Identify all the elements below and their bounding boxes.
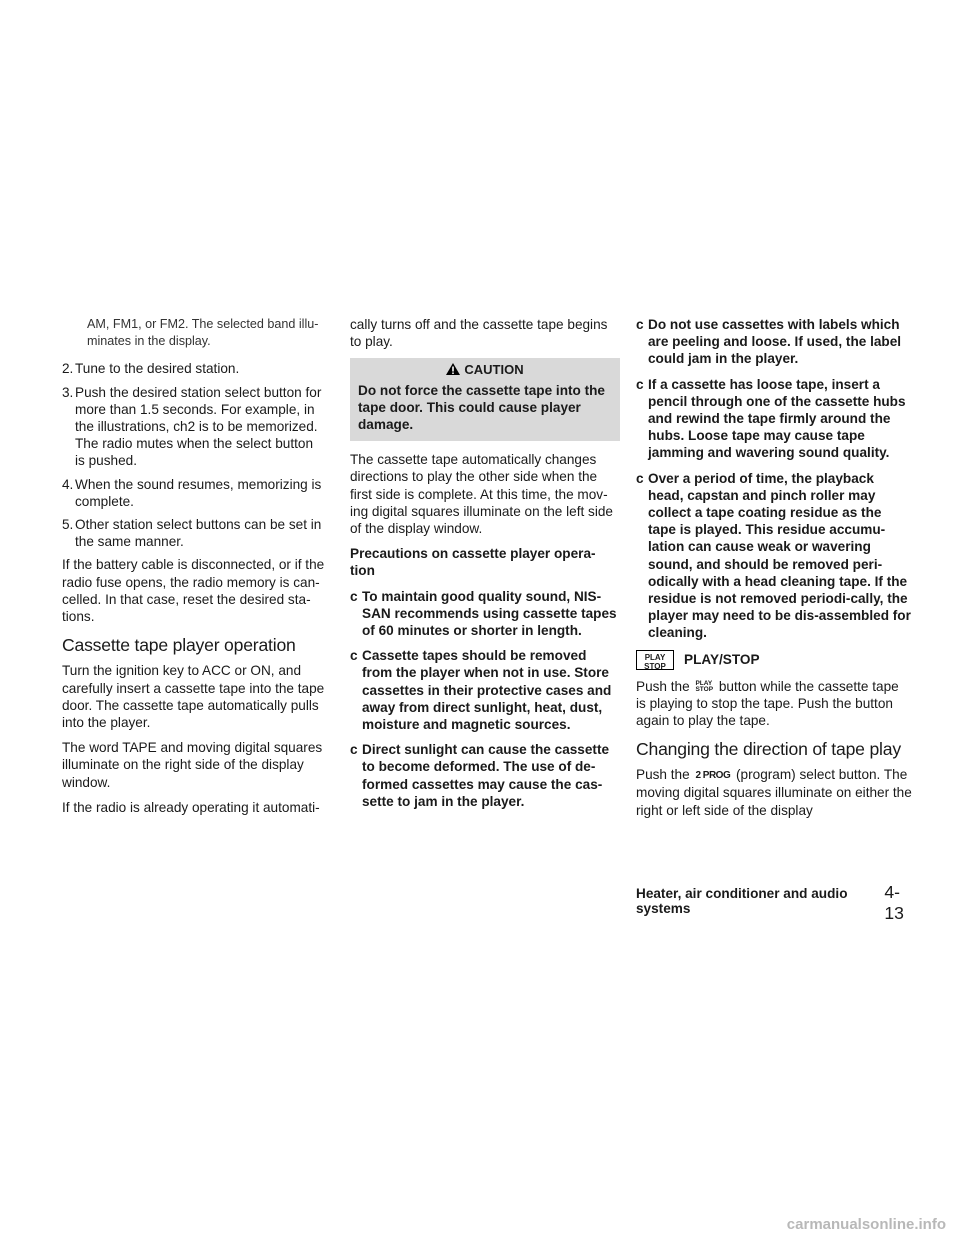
bullet-mark: c (636, 470, 644, 486)
section-heading-cassette: Cassette tape player operation (62, 635, 296, 656)
step-text: When the sound resumes, memorizing is complete. (75, 476, 322, 509)
precautions-heading: Precautions on cassette player opera-tion (350, 546, 596, 579)
step-text: Other station select buttons can be set in the same manner. (75, 517, 322, 550)
bullet-mark: c (350, 648, 358, 664)
bullet-text: Over a period of time, the playback head, capstan and pinch roller may collect a tape coating residue as the tape is played. This residue accumu-lation can cause weak or wavering sound, and should be removed peri-odically with a head cleaning tape. If the residue is not removed periodi-cally, the player may need to be dis-assembled for cleaning. (648, 470, 911, 641)
bullet-item (636, 376, 912, 462)
bullet-item (636, 316, 912, 368)
watermark: carmanualsonline.info (786, 1216, 946, 1233)
bullet-mark: c (636, 376, 644, 392)
play-label: PLAY (695, 679, 713, 687)
step-4 (62, 476, 326, 510)
stop-label: STOP (695, 686, 714, 694)
caution-box (350, 358, 620, 441)
prog-button-icon: 2 PROG (695, 770, 731, 782)
play-label: PLAY (644, 652, 666, 662)
playstop-heading (636, 650, 912, 670)
step-2 (62, 360, 326, 377)
caution-text: Do not force the cassette tape into the tape door. This could cause player damage. (358, 382, 605, 433)
bullet-item (636, 470, 912, 642)
prog-text: (program) select button. The moving digital squares illuminate on either the right or left side of the display (636, 767, 912, 818)
play-stop-inline-icon (695, 681, 713, 694)
bullet-text: Do not use cassettes with labels which are peeling and loose. If used, the label could jam in the player. (648, 317, 902, 367)
bullet-item (350, 647, 620, 733)
step-text: Push the desired station select button for more than 1.5 seconds. For example, in the illustrations, ch2 is to be memorized. The radio mutes when the select button is pushed. (75, 384, 322, 469)
step-number: 2. (62, 361, 74, 377)
section-heading-direction: Changing the direction of tape play (636, 739, 901, 760)
bullet-text: To maintain good quality sound, NIS-SAN recommends using cassette tapes of 60 minutes or shorter in length. (362, 588, 617, 639)
prog-paragraph (636, 766, 912, 818)
bullet-text: Cassette tapes should be removed from the player when not in use. Store cassettes in their protective cases and away from direct sunlight, heat, dust, moisture and magnetic sources. (362, 648, 612, 733)
caution-title: CAUTION (464, 362, 524, 378)
radio-paragraph: If the radio is already operating it automati- (62, 799, 320, 815)
page-footer (636, 882, 916, 924)
push-the-text: Push the (636, 767, 690, 783)
column-left (62, 316, 326, 824)
bullet-item (350, 588, 620, 640)
playstop-label: PLAY/STOP (684, 652, 760, 668)
column-right (636, 316, 912, 827)
step-5 (62, 516, 326, 550)
step-number: 5. (62, 517, 74, 533)
step-number: 4. (62, 476, 74, 492)
play-stop-button-icon (636, 650, 674, 670)
step-text: Tune to the desired station. (75, 361, 240, 377)
playstop-text: button while the cassette tape is playing to stop the tape. Push the button again to play the tape. (636, 678, 899, 729)
bullet-mark: c (350, 588, 358, 604)
footer-title: Heater, air conditioner and audio systems (636, 886, 848, 916)
step-3 (62, 384, 326, 470)
step-number: 3. (62, 384, 74, 400)
bullet-mark: c (636, 317, 644, 332)
bullet-text: If a cassette has loose tape, insert a pencil through one of the cassette hubs and rewind the tape firmly around the hubs. Loose tape may cause tape jamming and wavering sound quality. (648, 376, 906, 461)
page-number: 4-13 (884, 882, 904, 923)
continued-paragraph: cally turns off and the cassette tape begins to play. (350, 317, 608, 350)
bullet-text: Direct sunlight can cause the cassette to become deformed. The use of de-formed cassettes may cause the cas-sette to jam in the player. (362, 742, 610, 809)
stop-label: STOP (644, 661, 666, 671)
direction-paragraph: The cassette tape automatically changes directions to play the other side when the first side is complete. At this time, the mov-ing digital squares illuminate on the left side of the display window. (350, 452, 613, 537)
playstop-paragraph (636, 678, 912, 730)
caution-header (358, 361, 612, 378)
tape-word-paragraph: The word TAPE and moving digital squares illuminate on the right side of the display window. (62, 740, 323, 790)
warning-icon (446, 363, 460, 375)
bullet-item (350, 741, 620, 810)
push-the-text: Push the (636, 678, 690, 694)
battery-paragraph: If the battery cable is disconnected, or if the radio fuse opens, the radio memory is can-celled. In that case, reset the desired sta-tions. (62, 557, 325, 625)
column-middle (350, 316, 620, 818)
insert-paragraph: Turn the ignition key to ACC or ON, and carefully insert a cassette tape into the tape door. The cassette tape automatically pulls into the player. (62, 663, 325, 731)
bullet-mark: c (350, 742, 358, 758)
figure-caption: AM, FM1, or FM2. The selected band illu-minates in the display. (87, 317, 319, 349)
